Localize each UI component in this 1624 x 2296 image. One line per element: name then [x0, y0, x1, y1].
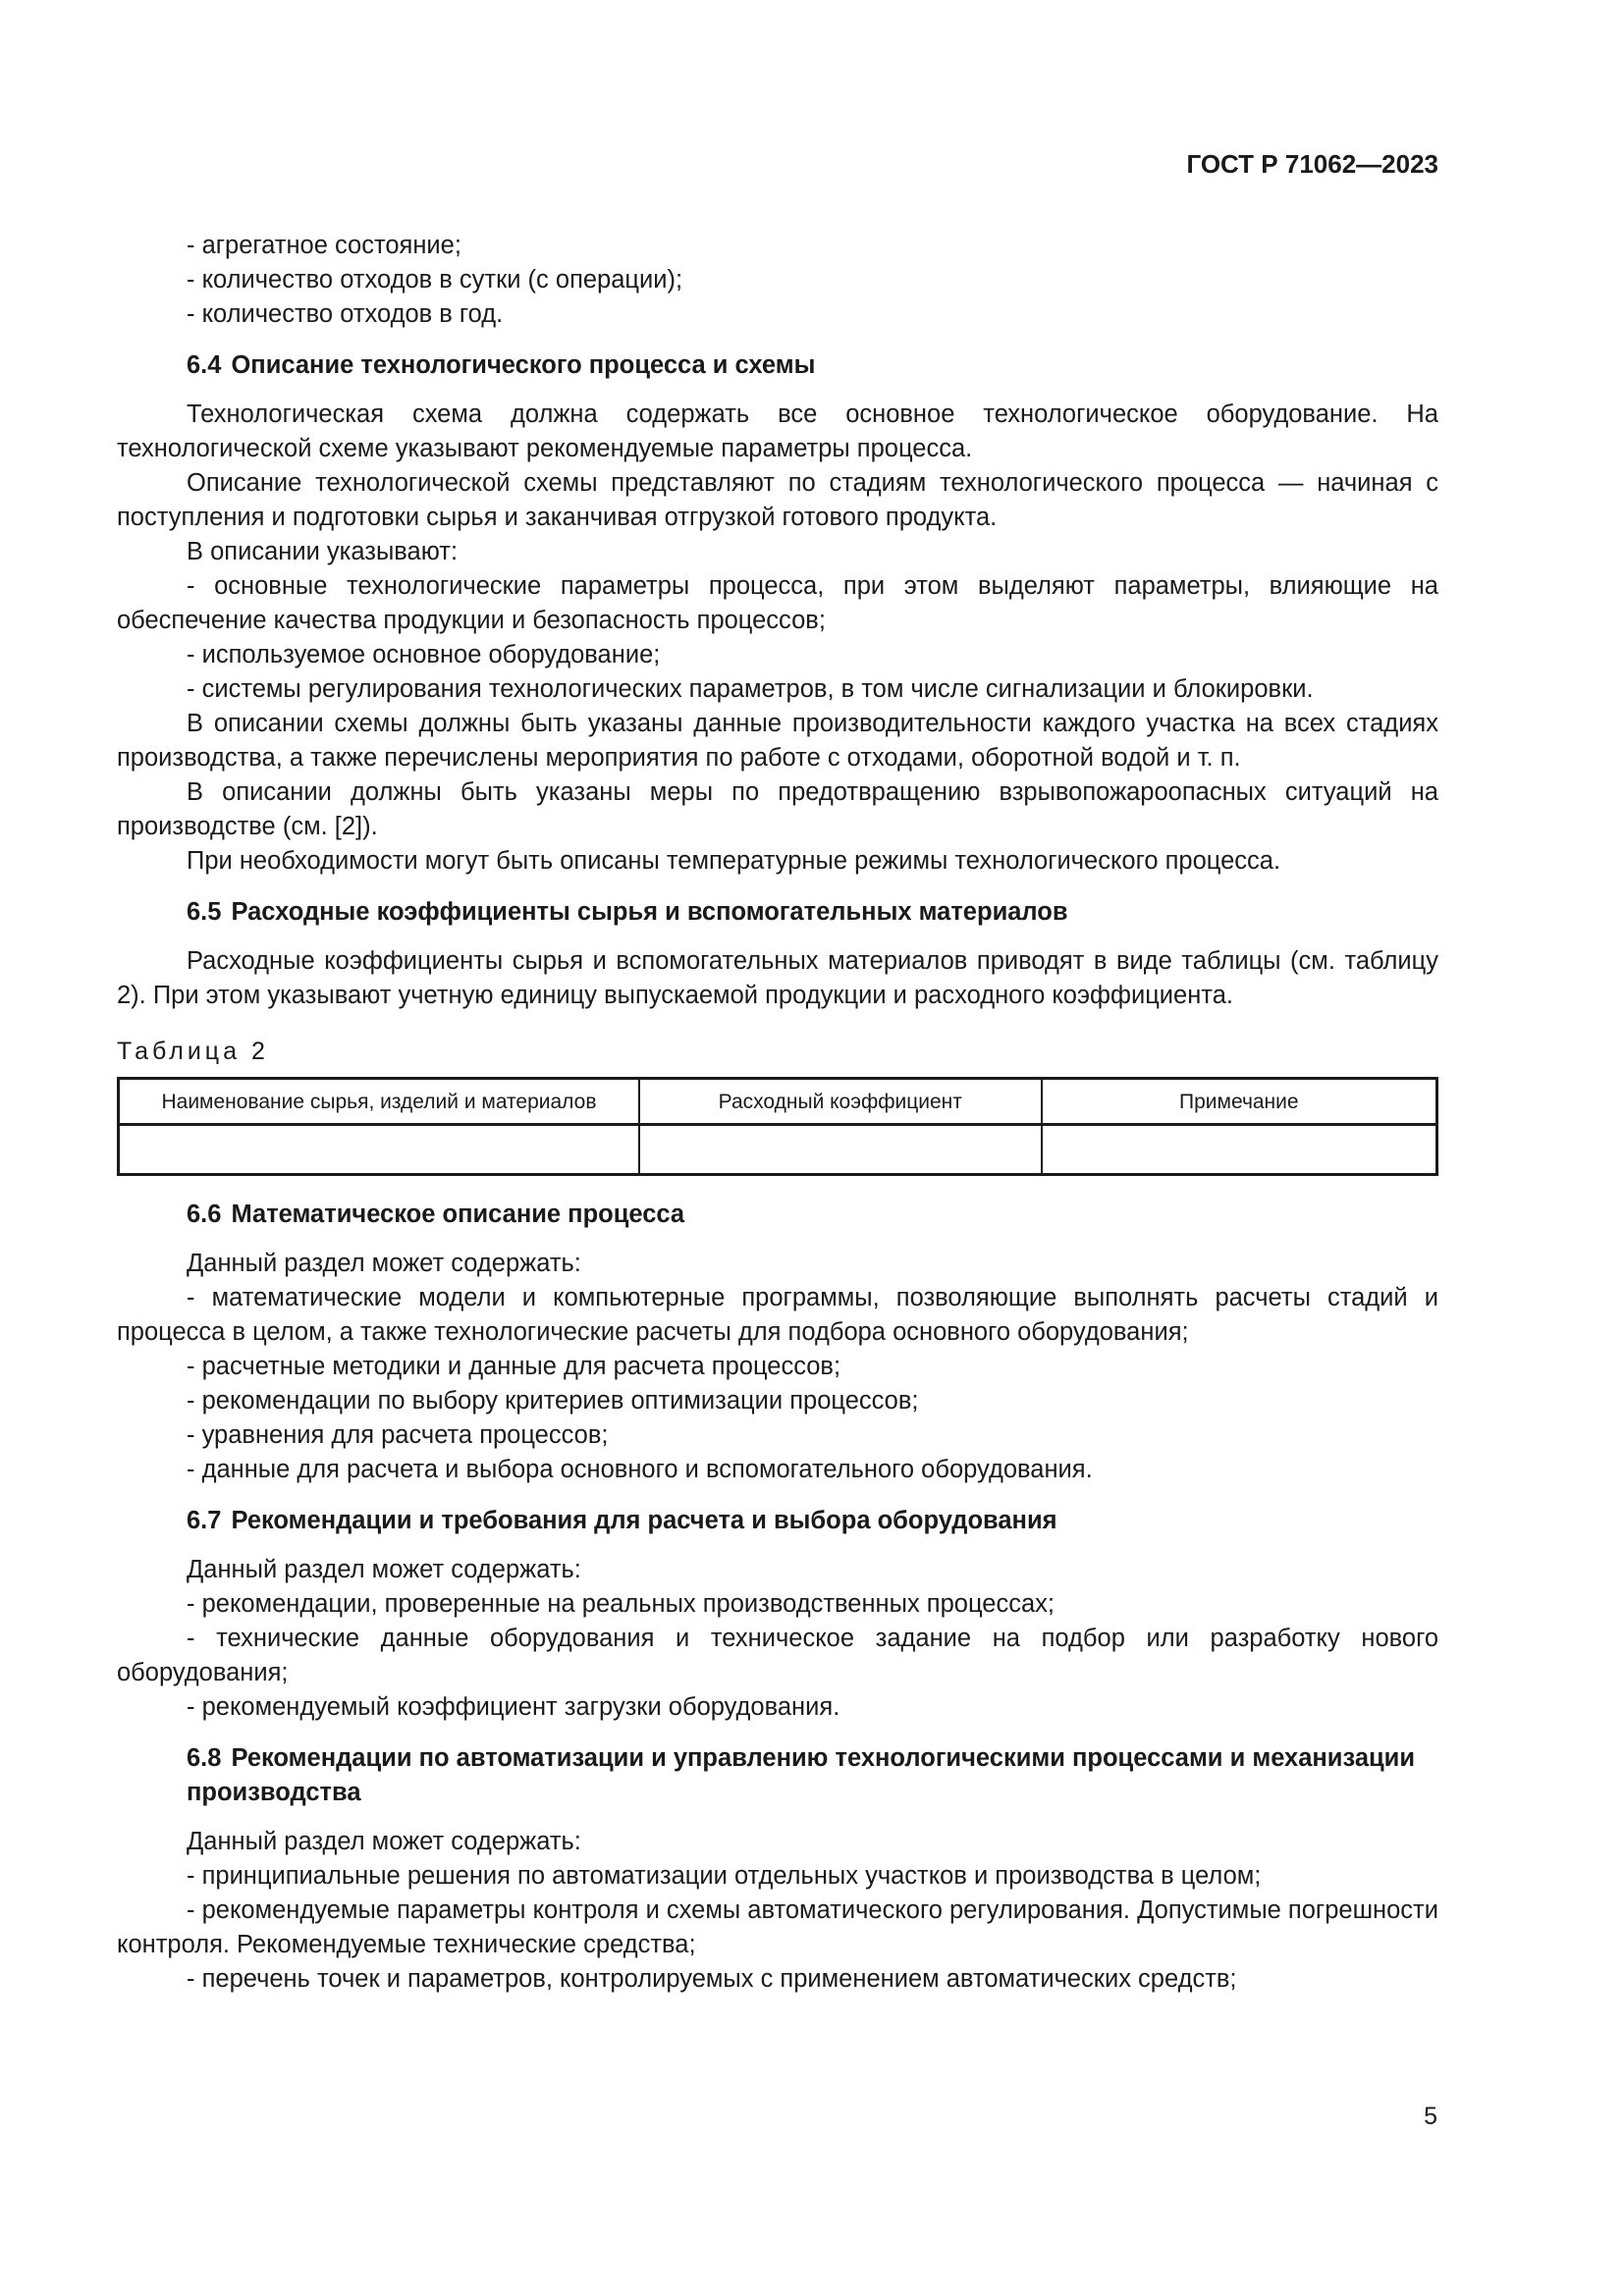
section-number: 6.4 [187, 351, 222, 379]
list-item: - технические данные оборудования и техническое задание на подбор или разработку нового оборудования; [117, 1625, 1438, 1686]
list-item: - принципиальные решения по автоматизации отдельных участков и производства в целом; [187, 1862, 1262, 1890]
table-caption: Таблица 2 [117, 1038, 269, 1065]
list-item: - уравнения для расчета процессов; [187, 1421, 609, 1449]
paragraph: Технологическая схема должна содержать все основное технологическое оборудование. На технологической схеме указывают рекомендуемые параметры процесса. [117, 400, 1438, 462]
table-cell [119, 1125, 639, 1175]
section-6-5-heading [117, 895, 1438, 930]
paragraph: В описании схемы должны быть указаны данные производительности каждого участка на всех стадиях производства, а также перечислены мероприятия по работе с отходами, оборотной водой и т. п. [117, 710, 1438, 772]
page-number: 5 [1424, 2103, 1437, 2130]
table-cell [639, 1125, 1042, 1175]
paragraph: Расходные коэффициенты сырья и вспомогательных материалов приводят в виде таблицы (см. таблицу 2). При этом указывают учетную единицу выпускаемой продукции и расходного коэффициента. [117, 947, 1438, 1009]
section-title: Математическое описание процесса [231, 1201, 685, 1228]
section-title: Описание технологического процесса и схемы [231, 351, 816, 379]
table-header-row [119, 1079, 1437, 1125]
section-number: 6.6 [187, 1201, 222, 1228]
list-item: - рекомендации, проверенные на реальных производственных процессах; [187, 1590, 1055, 1618]
section-number: 6.7 [187, 1507, 222, 1534]
section-title: Рекомендации по автоматизации и управлению технологическими процессами и механизации производства [187, 1744, 1416, 1806]
section-6-6-heading [117, 1198, 1438, 1232]
table-cell [1042, 1125, 1437, 1175]
paragraph: Данный раздел может содержать: [187, 1556, 581, 1583]
document-designation: ГОСТ Р 71062—2023 [1186, 149, 1438, 179]
paragraph: В описании должны быть указаны меры по предотвращению взрывопожароопасных ситуаций на производстве (см. [2]). [117, 778, 1438, 840]
list-item: - агрегатное состояние; [187, 232, 461, 259]
list-item: - расчетные методики и данные для расчета процессов; [187, 1353, 841, 1380]
page-content [117, 229, 1438, 1997]
list-item: - рекомендуемые параметры контроля и схемы автоматического регулирования. Допустимые погрешности контроля. Рекомендуемые технические средства; [117, 1896, 1438, 1958]
column-header-material: Наименование сырья, изделий и материалов [119, 1079, 639, 1125]
list-item: - количество отходов в год. [187, 300, 504, 328]
list-item: - количество отходов в сутки (с операции); [187, 266, 683, 294]
list-item: - используемое основное оборудование; [187, 641, 661, 668]
list-item: - рекомендуемый коэффициент загрузки оборудования. [187, 1693, 840, 1721]
paragraph: При необходимости могут быть описаны температурные режимы технологического процесса. [187, 847, 1281, 875]
section-number: 6.5 [187, 898, 222, 926]
column-header-note: Примечание [1042, 1079, 1437, 1125]
section-title: Расходные коэффициенты сырья и вспомогательных материалов [231, 898, 1068, 926]
section-number: 6.8 [187, 1744, 222, 1772]
section-6-7-heading [117, 1504, 1438, 1538]
table-2 [117, 1077, 1438, 1176]
paragraph: Описание технологической схемы представляют по стадиям технологического процесса — начиная с поступления и подготовки сырья и заканчивая отгрузкой готового продукта. [117, 469, 1438, 531]
paragraph: В описании указывают: [187, 538, 459, 565]
section-6-4-heading [117, 348, 1438, 383]
paragraph: Данный раздел может содержать: [187, 1250, 581, 1277]
list-item: - системы регулирования технологических параметров, в том числе сигнализации и блокировки. [187, 675, 1314, 703]
list-item: - рекомендации по выбору критериев оптимизации процессов; [187, 1387, 919, 1415]
table-row [119, 1125, 1437, 1175]
list-item: - данные для расчета и выбора основного и вспомогательного оборудования. [187, 1456, 1093, 1483]
list-item: - математические модели и компьютерные программы, позволяющие выполнять расчеты стадий и процесса в целом, а также технологические расчеты для подбора основного оборудования; [117, 1284, 1438, 1346]
section-6-8-heading [117, 1741, 1438, 1810]
list-item: - перечень точек и параметров, контролируемых с применением автоматических средств; [187, 1965, 1237, 1993]
list-item: - основные технологические параметры процесса, при этом выделяют параметры, влияющие на обеспечение качества продукции и безопасность процессов; [117, 572, 1438, 634]
section-title: Рекомендации и требования для расчета и выбора оборудования [231, 1507, 1057, 1534]
paragraph: Данный раздел может содержать: [187, 1828, 581, 1855]
column-header-coefficient: Расходный коэффициент [639, 1079, 1042, 1125]
